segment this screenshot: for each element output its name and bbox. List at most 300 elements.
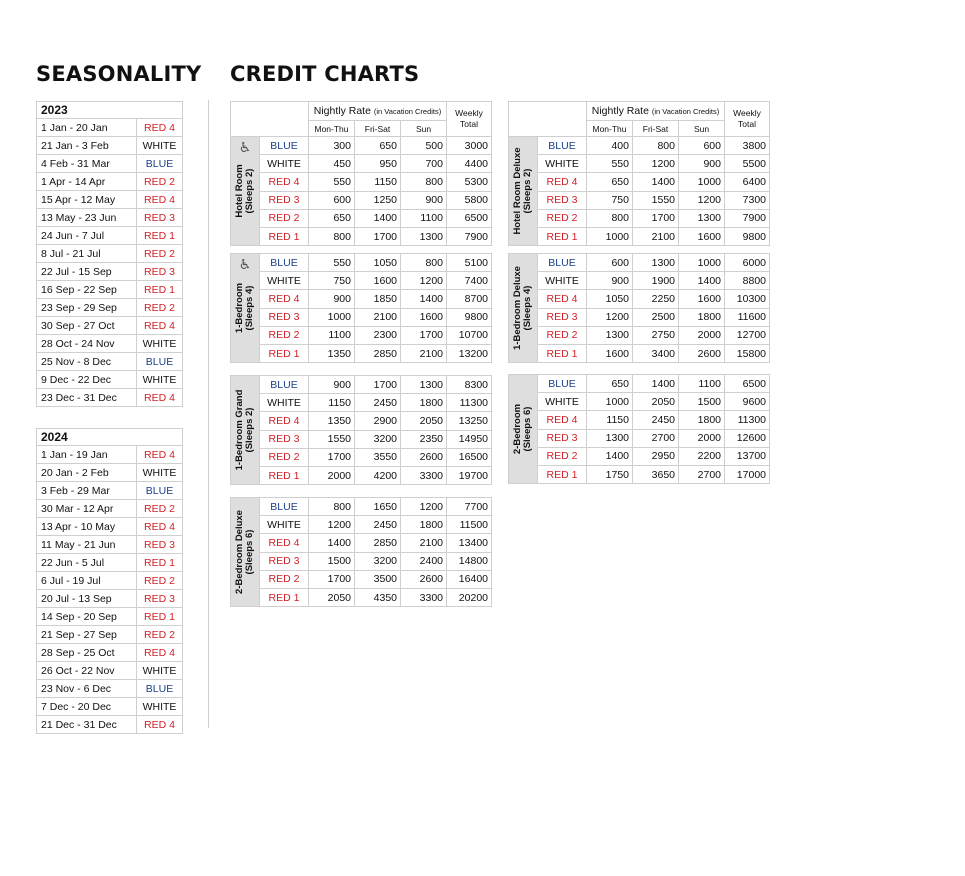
fri-sat-credits: 1550 (633, 191, 679, 209)
credit-season: RED 3 (260, 191, 309, 209)
credit-season: RED 3 (538, 191, 587, 209)
season-label: RED 4 (137, 518, 183, 536)
season-label: RED 4 (137, 191, 183, 209)
season-row (37, 500, 183, 518)
credit-charts-heading: CREDIT CHARTS (230, 62, 420, 86)
mon-thu-credits: 1150 (309, 394, 355, 412)
season-table-2023 (36, 101, 183, 407)
season-dates: 22 Jul - 15 Sep (37, 263, 137, 281)
mon-thu-credits: 550 (587, 155, 633, 173)
mon-thu-credits: 1750 (587, 465, 633, 483)
season-dates: 26 Oct - 22 Nov (37, 662, 137, 680)
credit-season: WHITE (260, 516, 309, 534)
season-dates: 24 Jun - 7 Jul (37, 227, 137, 245)
season-dates: 30 Mar - 12 Apr (37, 500, 137, 518)
season-label: RED 4 (137, 446, 183, 464)
sun-credits: 2000 (679, 326, 725, 344)
credit-row (509, 290, 770, 308)
fri-sat-credits: 2050 (633, 393, 679, 411)
fri-sat-credits: 1700 (355, 227, 401, 245)
weekly-total: 13700 (725, 447, 770, 465)
season-row (37, 644, 183, 662)
mon-thu-credits: 750 (587, 191, 633, 209)
weekly-total: 13250 (447, 412, 492, 430)
mon-thu-credits: 2050 (309, 588, 355, 606)
unit-type-label (231, 254, 260, 363)
mon-thu-credits: 1700 (309, 570, 355, 588)
total-label: Total (738, 119, 756, 129)
credit-season: BLUE (260, 376, 309, 394)
weekly-label: Weekly (733, 108, 761, 118)
fri-sat-credits: 2100 (633, 227, 679, 245)
credit-row (231, 448, 492, 466)
credit-season: RED 2 (260, 570, 309, 588)
season-row (37, 389, 183, 407)
season-row (37, 464, 183, 482)
credit-season: RED 4 (260, 412, 309, 430)
credit-row (231, 552, 492, 570)
sun-credits: 1300 (401, 227, 447, 245)
unit-name: Hotel Room (234, 164, 245, 218)
fri-sat-credits: 4350 (355, 588, 401, 606)
credit-row (231, 516, 492, 534)
weekly-total: 6500 (725, 375, 770, 393)
weekly-total: 5500 (725, 155, 770, 173)
weekly-total: 10300 (725, 290, 770, 308)
season-row (37, 446, 183, 464)
unit-type-label (509, 254, 538, 363)
weekly-total: 4400 (447, 155, 492, 173)
season-row (37, 155, 183, 173)
sun-credits: 2700 (679, 465, 725, 483)
credit-season: RED 1 (538, 465, 587, 483)
credit-row (231, 466, 492, 484)
weekly-total: 5100 (447, 254, 492, 272)
season-year: 2023 (37, 102, 183, 119)
credit-row (509, 375, 770, 393)
weekly-total: 16400 (447, 570, 492, 588)
weekly-total: 11600 (725, 308, 770, 326)
season-dates: 13 May - 23 Jun (37, 209, 137, 227)
fri-sat-credits: 2300 (355, 326, 401, 344)
season-row (37, 554, 183, 572)
season-row (37, 317, 183, 335)
sun-credits: 1100 (679, 375, 725, 393)
season-row (37, 716, 183, 734)
unit-sleeps: (Sleeps 2) (244, 168, 255, 214)
season-row (37, 680, 183, 698)
fri-sat-credits: 2450 (355, 394, 401, 412)
unit-type-label (231, 376, 260, 485)
season-year: 2024 (37, 429, 183, 446)
total-label: Total (460, 119, 478, 129)
fri-sat-credits: 2250 (633, 290, 679, 308)
unit-sleeps: (Sleeps 2) (522, 168, 533, 214)
credit-season: RED 2 (260, 326, 309, 344)
season-row (37, 281, 183, 299)
season-row (37, 299, 183, 317)
weekly-total: 13200 (447, 344, 492, 362)
season-label: WHITE (137, 371, 183, 389)
sun-credits: 700 (401, 155, 447, 173)
fri-sat-credits: 3400 (633, 344, 679, 362)
sun-header: Sun (401, 121, 447, 137)
sun-credits: 2400 (401, 552, 447, 570)
credit-season: WHITE (260, 394, 309, 412)
credit-row (231, 344, 492, 362)
weekly-total: 14950 (447, 430, 492, 448)
season-label: RED 4 (137, 389, 183, 407)
sun-credits: 1000 (679, 254, 725, 272)
credit-season: RED 1 (538, 227, 587, 245)
mon-thu-credits: 650 (587, 375, 633, 393)
unit-name: 2-Bedroom Deluxe (234, 510, 245, 595)
mon-thu-credits: 800 (309, 227, 355, 245)
credit-row (509, 191, 770, 209)
season-dates: 7 Dec - 20 Dec (37, 698, 137, 716)
weekly-total: 15800 (725, 344, 770, 362)
season-dates: 16 Sep - 22 Sep (37, 281, 137, 299)
season-dates: 20 Jul - 13 Sep (37, 590, 137, 608)
season-dates: 11 May - 21 Jun (37, 536, 137, 554)
mon-thu-credits: 600 (587, 254, 633, 272)
weekly-total: 16500 (447, 448, 492, 466)
credit-row (509, 308, 770, 326)
weekly-total: 6500 (447, 209, 492, 227)
credit-row (231, 326, 492, 344)
season-row (37, 608, 183, 626)
weekly-total: 8700 (447, 290, 492, 308)
credit-row (231, 173, 492, 191)
mon-thu-credits: 1100 (309, 326, 355, 344)
credit-row (231, 534, 492, 552)
credit-row (231, 137, 492, 155)
season-label: RED 2 (137, 500, 183, 518)
season-row (37, 572, 183, 590)
sun-credits: 2600 (679, 344, 725, 362)
season-label: RED 3 (137, 590, 183, 608)
season-label: BLUE (137, 482, 183, 500)
season-dates: 23 Sep - 29 Sep (37, 299, 137, 317)
season-dates: 21 Dec - 31 Dec (37, 716, 137, 734)
sun-credits: 1200 (401, 498, 447, 516)
season-dates: 6 Jul - 19 Jul (37, 572, 137, 590)
season-dates: 8 Jul - 21 Jul (37, 245, 137, 263)
credit-row (231, 570, 492, 588)
unit-name: 1-Bedroom Grand (234, 389, 245, 471)
header-blank (509, 102, 587, 137)
weekly-total-header (447, 102, 492, 137)
sun-credits: 1100 (401, 209, 447, 227)
season-row (37, 662, 183, 680)
credit-season: RED 2 (538, 447, 587, 465)
season-row (37, 518, 183, 536)
season-row (37, 590, 183, 608)
fri-sat-header: Fri-Sat (355, 121, 401, 137)
season-label: RED 1 (137, 608, 183, 626)
weekly-total: 19700 (447, 466, 492, 484)
season-label: RED 2 (137, 173, 183, 191)
unit-type-label (231, 137, 260, 246)
credit-season: RED 2 (260, 448, 309, 466)
unit-type-text (513, 148, 533, 235)
fri-sat-credits: 1700 (633, 209, 679, 227)
season-dates: 3 Feb - 29 Mar (37, 482, 137, 500)
season-dates: 28 Oct - 24 Nov (37, 335, 137, 353)
season-label: RED 1 (137, 281, 183, 299)
season-label: RED 4 (137, 119, 183, 137)
credit-row (231, 272, 492, 290)
credit-row (231, 588, 492, 606)
sun-credits: 2100 (401, 344, 447, 362)
credit-row (509, 254, 770, 272)
credit-season: RED 1 (538, 344, 587, 362)
fri-sat-credits: 3200 (355, 430, 401, 448)
mon-thu-credits: 800 (587, 209, 633, 227)
sun-credits: 1300 (401, 376, 447, 394)
unit-type-label (509, 375, 538, 484)
credit-season: WHITE (260, 272, 309, 290)
credit-row (509, 344, 770, 362)
credit-season: BLUE (260, 137, 309, 155)
sun-credits: 1800 (401, 394, 447, 412)
nightly-rate-note: (in Vacation Credits) (651, 107, 720, 116)
season-dates: 22 Jun - 5 Jul (37, 554, 137, 572)
mon-thu-credits: 1300 (587, 429, 633, 447)
column-divider (208, 100, 209, 728)
mon-thu-credits: 800 (309, 498, 355, 516)
credit-row (509, 227, 770, 245)
mon-thu-credits: 450 (309, 155, 355, 173)
fri-sat-credits: 2950 (633, 447, 679, 465)
weekly-total: 20200 (447, 588, 492, 606)
credit-table-1-bedroom (230, 253, 492, 363)
season-row (37, 191, 183, 209)
mon-thu-credits: 650 (587, 173, 633, 191)
weekly-total: 5800 (447, 191, 492, 209)
credit-row (231, 155, 492, 173)
season-row (37, 137, 183, 155)
weekly-total: 14800 (447, 552, 492, 570)
season-label: WHITE (137, 137, 183, 155)
season-label: RED 2 (137, 626, 183, 644)
credit-season: BLUE (260, 254, 309, 272)
season-label: RED 1 (137, 227, 183, 245)
mon-thu-credits: 1200 (587, 308, 633, 326)
season-label: BLUE (137, 155, 183, 173)
mon-thu-credits: 1000 (309, 308, 355, 326)
season-label: BLUE (137, 680, 183, 698)
mon-thu-credits: 900 (309, 290, 355, 308)
credit-row (509, 326, 770, 344)
nightly-rate-note: (in Vacation Credits) (373, 107, 442, 116)
season-dates: 9 Dec - 22 Dec (37, 371, 137, 389)
unit-type-text (235, 164, 255, 217)
credit-season: RED 1 (260, 227, 309, 245)
season-dates: 15 Apr - 12 May (37, 191, 137, 209)
fri-sat-credits: 2900 (355, 412, 401, 430)
credit-row (509, 447, 770, 465)
season-label: RED 4 (137, 644, 183, 662)
mon-thu-credits: 900 (309, 376, 355, 394)
sun-credits: 1600 (679, 290, 725, 308)
season-dates: 25 Nov - 8 Dec (37, 353, 137, 371)
sun-credits: 2050 (401, 412, 447, 430)
season-row (37, 536, 183, 554)
unit-type-label (509, 137, 538, 246)
fri-sat-credits: 1150 (355, 173, 401, 191)
season-dates: 1 Apr - 14 Apr (37, 173, 137, 191)
weekly-total: 7700 (447, 498, 492, 516)
sun-credits: 1600 (679, 227, 725, 245)
unit-name: 1-Bedroom Deluxe (512, 266, 523, 351)
weekly-total: 17000 (725, 465, 770, 483)
fri-sat-credits: 2850 (355, 344, 401, 362)
season-row (37, 626, 183, 644)
season-label: BLUE (137, 353, 183, 371)
season-row (37, 263, 183, 281)
weekly-total: 8300 (447, 376, 492, 394)
mon-thu-credits: 600 (309, 191, 355, 209)
sun-credits: 3300 (401, 588, 447, 606)
sun-credits: 2000 (679, 429, 725, 447)
unit-type-text (513, 266, 533, 350)
credit-season: WHITE (260, 155, 309, 173)
season-label: RED 4 (137, 716, 183, 734)
sun-credits: 900 (679, 155, 725, 173)
weekly-total: 11500 (447, 516, 492, 534)
season-row (37, 227, 183, 245)
weekly-total: 7400 (447, 272, 492, 290)
credit-season: RED 4 (260, 290, 309, 308)
fri-sat-credits: 1900 (633, 272, 679, 290)
season-label: RED 2 (137, 572, 183, 590)
fri-sat-credits: 1600 (355, 272, 401, 290)
credit-row (231, 191, 492, 209)
weekly-total: 7900 (725, 209, 770, 227)
sun-credits: 2600 (401, 448, 447, 466)
credit-row (231, 394, 492, 412)
season-row (37, 119, 183, 137)
mon-thu-credits: 1200 (309, 516, 355, 534)
mon-thu-credits: 1350 (309, 344, 355, 362)
fri-sat-credits: 800 (633, 137, 679, 155)
season-dates: 4 Feb - 31 Mar (37, 155, 137, 173)
sun-credits: 1300 (679, 209, 725, 227)
credit-season: RED 3 (260, 430, 309, 448)
credit-row (509, 429, 770, 447)
sun-credits: 800 (401, 173, 447, 191)
weekly-total: 6400 (725, 173, 770, 191)
fri-sat-credits: 1250 (355, 191, 401, 209)
season-row (37, 698, 183, 716)
credit-season: RED 2 (538, 326, 587, 344)
season-row (37, 353, 183, 371)
credit-table-2-bedroom-deluxe (230, 497, 492, 607)
fri-sat-credits: 650 (355, 137, 401, 155)
mon-thu-credits: 1150 (587, 411, 633, 429)
unit-sleeps: (Sleeps 4) (522, 285, 533, 331)
sun-credits: 1800 (679, 308, 725, 326)
fri-sat-credits: 950 (355, 155, 401, 173)
fri-sat-credits: 2750 (633, 326, 679, 344)
season-dates: 21 Jan - 3 Feb (37, 137, 137, 155)
unit-sleeps: (Sleeps 2) (244, 407, 255, 453)
credit-row (231, 227, 492, 245)
credit-row (231, 290, 492, 308)
credit-season: RED 3 (260, 308, 309, 326)
sun-credits: 2200 (679, 447, 725, 465)
unit-type-text (513, 404, 533, 454)
season-dates: 21 Sep - 27 Sep (37, 626, 137, 644)
season-label: WHITE (137, 662, 183, 680)
fri-sat-credits: 2500 (633, 308, 679, 326)
credit-table-hotel-room (230, 101, 492, 246)
seasonality-heading: SEASONALITY (36, 62, 202, 86)
credit-table-1-bedroom-grand (230, 375, 492, 485)
weekly-total: 7300 (725, 191, 770, 209)
weekly-total: 3800 (725, 137, 770, 155)
credit-row (509, 465, 770, 483)
fri-sat-credits: 2100 (355, 308, 401, 326)
credit-row (509, 173, 770, 191)
mon-thu-credits: 750 (309, 272, 355, 290)
season-label: RED 2 (137, 245, 183, 263)
season-row (37, 335, 183, 353)
weekly-total: 6000 (725, 254, 770, 272)
season-label: RED 3 (137, 536, 183, 554)
credit-row (509, 393, 770, 411)
mon-thu-credits: 1300 (587, 326, 633, 344)
fri-sat-credits: 3500 (355, 570, 401, 588)
sun-credits: 1800 (401, 516, 447, 534)
credit-row (231, 308, 492, 326)
mon-thu-credits: 550 (309, 254, 355, 272)
credit-row (509, 137, 770, 155)
unit-type-text (235, 390, 255, 471)
weekly-total: 9600 (725, 393, 770, 411)
fri-sat-credits: 1200 (633, 155, 679, 173)
sun-credits: 2350 (401, 430, 447, 448)
mon-thu-header: Mon-Thu (587, 121, 633, 137)
sun-credits: 3300 (401, 466, 447, 484)
credit-row (509, 272, 770, 290)
sun-credits: 600 (679, 137, 725, 155)
weekly-label: Weekly (455, 108, 483, 118)
season-dates: 14 Sep - 20 Sep (37, 608, 137, 626)
season-label: RED 1 (137, 554, 183, 572)
sun-credits: 1400 (679, 272, 725, 290)
credit-season: RED 4 (538, 411, 587, 429)
sun-credits: 2100 (401, 534, 447, 552)
credit-season: RED 3 (260, 552, 309, 570)
sun-credits: 1400 (401, 290, 447, 308)
weekly-total: 12600 (725, 429, 770, 447)
weekly-total: 8800 (725, 272, 770, 290)
sun-credits: 1800 (679, 411, 725, 429)
credit-row (231, 498, 492, 516)
season-row (37, 482, 183, 500)
sun-credits: 500 (401, 137, 447, 155)
mon-thu-credits: 2000 (309, 466, 355, 484)
unit-type-text (235, 283, 255, 333)
header-blank (231, 102, 309, 137)
season-label: WHITE (137, 335, 183, 353)
season-dates: 1 Jan - 20 Jan (37, 119, 137, 137)
credit-season: RED 4 (538, 290, 587, 308)
season-label: RED 2 (137, 299, 183, 317)
sun-credits: 2600 (401, 570, 447, 588)
